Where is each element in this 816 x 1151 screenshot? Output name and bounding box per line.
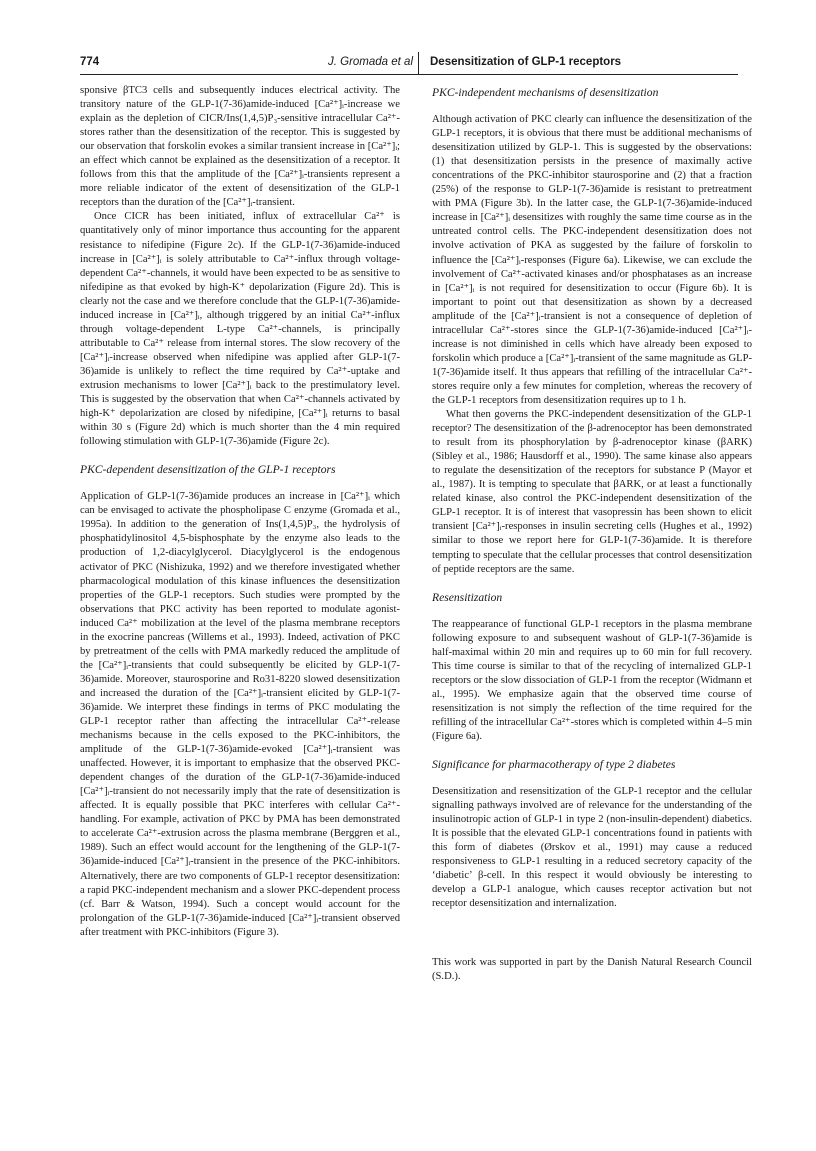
acknowledgement: This work was supported in part by the Danish Natural Research Council (S.D.).	[432, 956, 752, 982]
header-divider	[418, 52, 419, 74]
paragraph: Once CICR has been initiated, influx of extracellular Ca²⁺ is quantitatively only of minor importance thus accounting for the apparent resistance to nifedipine (Figure 2c). If the GLP-1(7-36)amide-induced increase in [Ca²⁺]ᵢ is solely attributable to Ca²⁺-influx through voltage-dependent Ca²⁺-channels, it would have been expected to be as sensitive to nifedipine as that evoked by high-K⁺ depolarization (Figure 2d). This is clearly not the case and we therefore conclude that the GLP-1(7-36)amide-induced increase in [Ca²⁺]ᵢ, although triggered by an initial Ca²⁺-influx through voltage-dependent L-type Ca²⁺-channels, is principally attributable to Ca²⁺ release from internal stores. The slow recovery of the [Ca²⁺]ᵢ-increase observed when nifedipine was applied after GLP-1(7-36)amide is unlikely to reflect the time required by Ca²⁺-uptake and extrusion mechanisms to lower [Ca²⁺]ᵢ back to the prestimulatory level. This is suggested by the observation that when Ca²⁺-channels activated by high-K⁺ depolarization are closed by nifedipine, [Ca²⁺]ᵢ returns to basal within 30 s (Figure 2d) which is much shorter than the 4 min required following stimulation with GLP-1(7-36)amide (Figure 2c).	[80, 211, 400, 448]
page-number: 774	[80, 56, 100, 68]
section-heading: PKC-independent mechanisms of desensitization	[432, 86, 659, 99]
paragraph: Application of GLP-1(7-36)amide produces an increase in [Ca²⁺]ᵢ which can be envisaged to activate the phospholipase C enzyme (Gromada et al., 1995a). In addition to the generation of Ins(1,4,5)P₃, the hydrolysis of phosphatidylinositol 4,5-bisphosphate by the enzyme also leads to the production of 1,2-diacylglycerol. Diacylglycerol is the endogenous activator of PKC (Nishizuka, 1992) and we therefore investigated whether pharmacological modulation of this kinase influences the desensitization properties of the GLP-1 receptors. Such studies were prompted by the observations that PKC activity has been reported to modulate agonist-induced Ca²⁺ mobilization at the level of the plasma membrane receptors in the exocrine pancreas (Willems et al., 1993). Indeed, activation of PKC by pretreatment of the cells with PMA markedly reduced the amplitude of the [Ca²⁺]ᵢ-transients that could subsequently be elicited by GLP-1(7-36)amide. Moreover, staurosporine and Ro31-8220 slowed desensitization and increased the duration of the [Ca²⁺]ᵢ-transient elicited by GLP-1(7-36)amide. We interpret these findings in terms of PKC modulating the GLP-1 receptor rather than affecting the intracellular Ca²⁺-release mechanisms because in the cells exposed to the PKC-inhibitors, the amplitude of the GLP-1(7-36)amide-evoked [Ca²⁺]ᵢ-transient was unaffected. However, it is important to emphasize that the observed PKC-dependent changes of the duration of the GLP-1(7-36)amide-induced [Ca²⁺]ᵢ-transient do not necessarily imply that the rate of desensitization is affected. It is equally possible that PKC interferes with cellular Ca²⁺-handling. For example, activation of PKC by PMA has been demonstrated to accelerate Ca²⁺-extrusion across the plasma membrane (Berggren et al., 1989). Such an effect would account for the lengthening of the GLP-1(7-36)amide-induced [Ca²⁺]ᵢ-transient in the presence of the PKC-inhibitors. Alternatively, there are two components of GLP-1 receptor desensitization: a rapid PKC-independent mechanism and a slower PKC-dependent process (cf. Barr & Watson, 1994). Such a concept would account for the prolongation of the GLP-1(7-36)amide-induced [Ca²⁺]ᵢ-transient observed after treatment with PKC-inhibitors (Figure 3).	[80, 491, 400, 938]
section-heading: Significance for pharmacotherapy of type 2 diabetes	[432, 758, 676, 772]
running-header	[80, 54, 738, 75]
paragraph: Desensitization and resensitization of the GLP-1 receptor and the cellular signalling pathways involved are of relevance for the understanding of the insulinotropic action of GLP-1 in type 2 (non-insulin-dependent) diabetics. It is possible that the elevated GLP-1 concentrations found in patients with this form of diabetes (Ørskov et al., 1991) may cause a reduced responsiveness to GLP-1 resulting in a reduced secretory capacity of the ‘diabetic’ β-cell. In this respect it would obviously be interesting to develop a GLP-1 analogue, which causes receptor activation but not receptor desensitization and internalization.	[432, 786, 752, 910]
paragraph: What then governs the PKC-independent desensitization of the GLP-1 receptor? The desensitization of the β-adrenoceptor has been demonstrated to result from its phosphorylation by β-adrenoceptor kinase (βARK) (Sibley et al., 1986; Hausdorff et al., 1990). The same kinase also appears to regulate the desensitization of the receptors for substance P (Mayor et al., 1987). It is tempting to speculate that βARK, or at least a functionally related kinase, also control the PKC-independent desensitization of the GLP-1 receptor. It is of interest that vasopressin has been shown to elicit transient [Ca²⁺]ᵢ-responses in insulin secreting cells (Hughes et al., 1992) similar to those we report here for GLP-1(7-36)amide. It is therefore tempting to speculate that the cellular processes that control desensitization of peptide receptors are the same.	[432, 409, 752, 575]
right-column	[432, 84, 752, 984]
left-column	[80, 84, 400, 940]
running-authors: J. Gromada et al	[328, 56, 414, 68]
paragraph: Although activation of PKC clearly can influence the desensitization of the GLP-1 receptors, it is obvious that there must be additional mechanisms of desensitization utilized by GLP-1. This is suggested by the observations: (1) that desensitization persists in the presence of maximally active concentrations of the PKC-inhibitor staurosporine and (2) that a fraction (25%) of the response to GLP-1(7-36)amide is resistant to pretreatment with PMA (Figure 3b). In the latter case, the GLP-1(7-36)amide-induced increase in [Ca²⁺]ᵢ desensitizes with roughly the same time course as in the untreated control cells. The PKC-independent desensitization does not involve activation of PKA as suggested by the failure of forskolin to influence the [Ca²⁺]ᵢ-responses (Figure 6a). Likewise, we can exclude the involvement of Ca²⁺-activated kinases and/or phosphatases as an increase in [Ca²⁺]ᵢ is not required for desensitization to occur (Figure 6b). It is important to point out that desensitization as shown by a decreased amplitude of the [Ca²⁺]ᵢ-transient is not a consequence of depletion of intracellular Ca²⁺-stores since the GLP-1(7-36)amide-induced [Ca²⁺]ᵢ-increase is not diminished in cells which have already been exposed to forskolin which produce a [Ca²⁺]ᵢ-transient of the same magnitude as GLP-1(7-36)amide itself. It thus appears that refilling of the intracellular Ca²⁺-stores require only a few minutes for completion, whereas the recovery of the GLP-1 receptors from desensitization requires up to 1 h.	[432, 114, 752, 406]
section-heading: PKC-dependent desensitization of the GLP-1 receptors	[80, 463, 336, 477]
paragraph: The reappearance of functional GLP-1 receptors in the plasma membrane following exposure to and subsequent washout of GLP-1(7-36)amide is half-maximal within 20 min and requires up to 60 min for full recovery. This time course is similar to that of the recycling of internalized GLP-1 receptors or the slow dissociation of GLP-1 from the receptor (Widmann et al., 1995). We emphasize again that the observed time course of resensitization is not simply the reflection of the time required for the refilling of the intracellular Ca²⁺-stores which is completed within 4–5 min (Figure 6a).	[432, 618, 752, 743]
section-heading: Resensitization	[432, 590, 503, 604]
paragraph: sponsive βTC3 cells and subsequently induces electrical activity. The transitory nature of the GLP-1(7-36)amide-induced [Ca²⁺]ᵢ-increase we explain as the depletion of CICR/Ins(1,4,5)P₃-sensitive intracellular Ca²⁺-stores rather than the desensitization of the receptor. This is suggested by our observation that forskolin evokes a similar transient increase in [Ca²⁺]ᵢ; an effect which cannot be explained as the desensitization of a receptor. It follows from this that the amplitude of the [Ca²⁺]ᵢ-transients represent a more reliable indicator of the extent of desensitization of the GLP-1 receptors than the duration of the [Ca²⁺]ᵢ-transient.	[80, 85, 400, 209]
running-title: Desensitization of GLP-1 receptors	[430, 56, 622, 68]
